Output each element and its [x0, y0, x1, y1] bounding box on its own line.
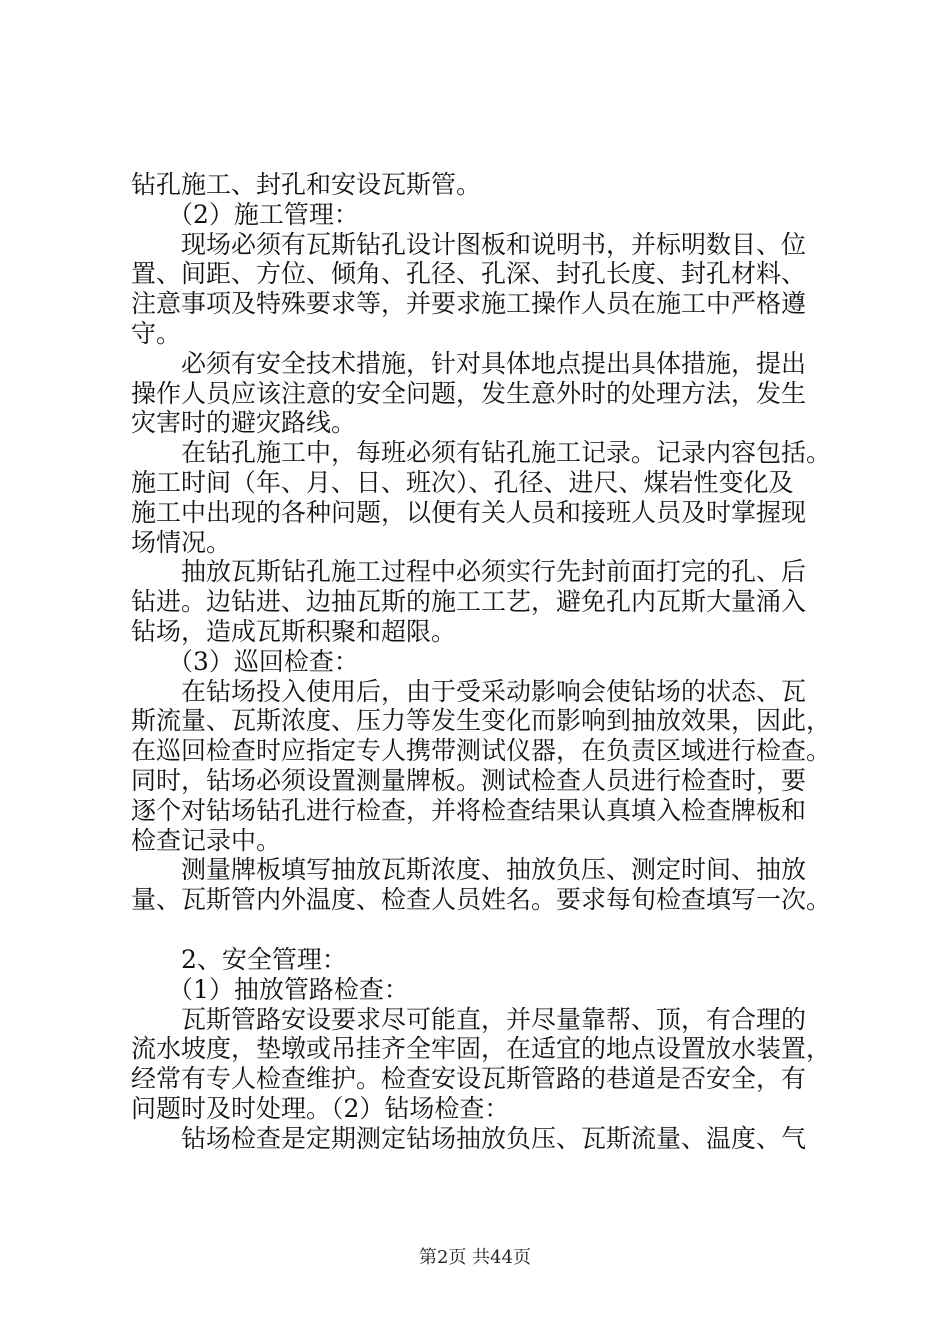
text-line: 钻场检查是定期测定钻场抽放负压、瓦斯流量、温度、气: [181, 1123, 807, 1153]
text-line: 施工时间（年、月、日、班次）、孔径、进尺、煤岩性变化及: [131, 467, 794, 497]
text-line: 施工中出现的各种问题，以便有关人员和接班人员及时掌握现: [131, 497, 807, 527]
paragraph-gap: [131, 915, 831, 945]
text-line: 现场必须有瓦斯钻孔设计图板和说明书，并标明数目、位: [181, 229, 807, 259]
text-line: 测量牌板填写抽放瓦斯浓度、抽放负压、测定时间、抽放: [181, 855, 807, 885]
text-line: 在钻场投入使用后，由于受采动影响会使钻场的状态、瓦: [181, 676, 807, 706]
text-line: 同时，钻场必须设置测量牌板。测试检查人员进行检查时，要: [131, 765, 807, 795]
text-line: 守。: [131, 318, 182, 348]
text-line: 场情况。: [131, 527, 232, 557]
text-line: 量、瓦斯管内外温度、检查人员姓名。要求每旬检查填写一次。: [131, 885, 832, 915]
text-line: 问题时及时处理。（2）钻场检查：: [131, 1093, 510, 1123]
section-construction-management: [131, 170, 831, 915]
text-line: 灾害时的避灾路线。: [131, 408, 357, 438]
text-line: 流水坡度，垫墩或吊挂齐全牢固，在适宜的地点设置放水装置，: [131, 1034, 832, 1064]
text-line: 钻场，造成瓦斯积聚和超限。: [131, 616, 457, 646]
text-line: 钻孔施工、封孔和安设瓦斯管。: [131, 170, 482, 199]
text-line: 必须有安全技术措施，针对具体地点提出具体措施，提出: [181, 348, 807, 378]
text-line: 瓦斯管路安设要求尽可能直，并尽量靠帮、顶，有合理的: [181, 1004, 807, 1034]
text-line: 2、安全管理：: [181, 944, 347, 974]
text-line: 斯流量、瓦斯浓度、压力等发生变化而影响到抽放效果，因此，: [131, 706, 832, 736]
text-line: 检查记录中。: [131, 825, 282, 855]
section-safety-management: [131, 945, 831, 1154]
text-line: （3）巡回检查：: [168, 646, 359, 676]
text-line: 钻进。边钻进、边抽瓦斯的施工工艺，避免孔内瓦斯大量涌入: [131, 587, 807, 617]
text-line: 抽放瓦斯钻孔施工过程中必须实行先封前面打完的孔、后: [181, 557, 807, 587]
page-footer: 第2页 共44页: [418, 1247, 532, 1268]
text-line: 逐个对钻场钻孔进行检查，并将检查结果认真填入检查牌板和: [131, 795, 807, 825]
text-line: 在钻孔施工中，每班必须有钻孔施工记录。记录内容包括。: [181, 438, 832, 468]
document-body: [131, 170, 831, 1154]
text-line: 在巡回检查时应指定专人携带测试仪器，在负责区域进行检查。: [131, 736, 832, 766]
text-line: 经常有专人检查维护。检查安设瓦斯管路的巷道是否安全，有: [131, 1064, 807, 1094]
text-line: 操作人员应该注意的安全问题，发生意外时的处理方法，发生: [131, 378, 807, 408]
text-line: （2）施工管理：: [168, 199, 359, 229]
text-line: （1）抽放管路检查：: [168, 974, 409, 1004]
text-line: 置、间距、方位、倾角、孔径、孔深、封孔长度、封孔材料、: [131, 259, 807, 289]
text-line: 注意事项及特殊要求等，并要求施工操作人员在施工中严格遵: [131, 289, 807, 319]
